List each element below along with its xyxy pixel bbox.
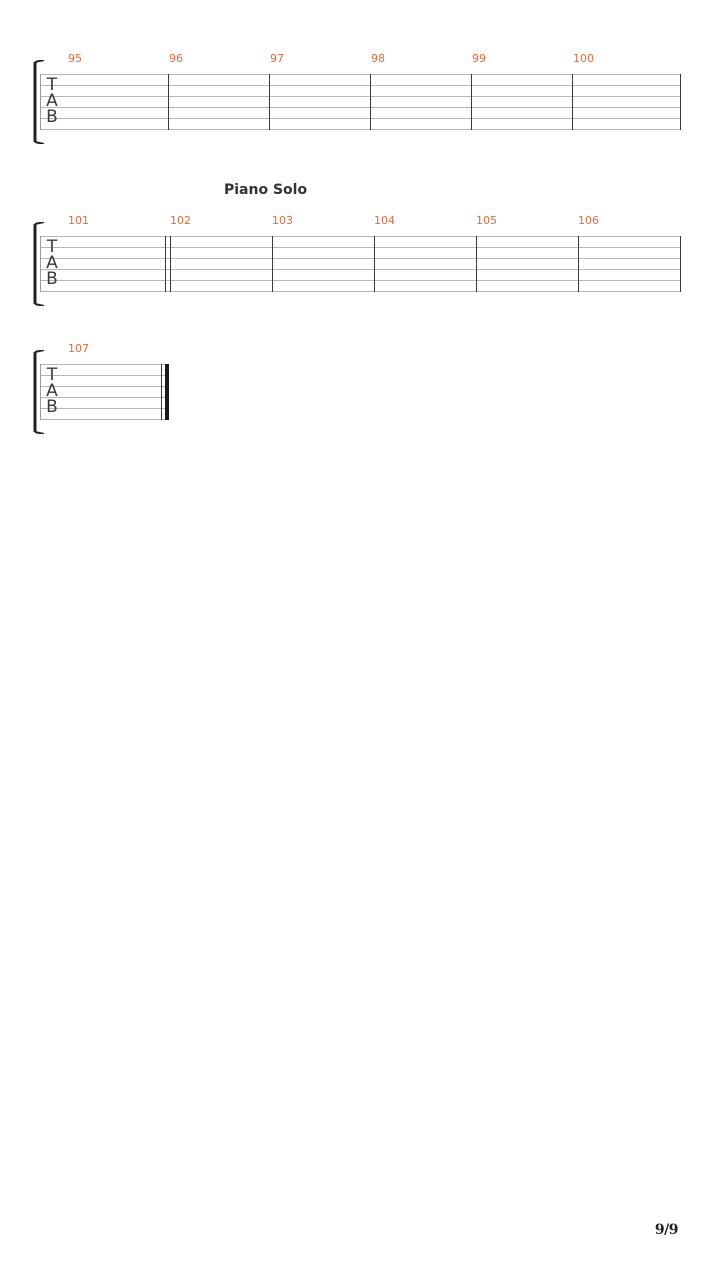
section-label: Piano Solo — [224, 182, 308, 198]
staff-line — [40, 247, 681, 248]
barline — [168, 74, 169, 130]
barline-start — [40, 236, 41, 292]
bar-number: 103 — [272, 214, 293, 227]
bar-number: 96 — [169, 52, 183, 65]
staff-line — [40, 291, 681, 292]
barline-end — [680, 74, 681, 130]
bar-number: 99 — [472, 52, 486, 65]
bar-number: 104 — [374, 214, 395, 227]
staff-line — [40, 386, 168, 387]
tab-clef: T A B — [46, 365, 58, 417]
barline — [578, 236, 579, 292]
staff-line — [40, 280, 681, 281]
bar-number: 102 — [170, 214, 191, 227]
bar-number: 97 — [270, 52, 284, 65]
staff-line — [40, 397, 168, 398]
double-barline — [165, 236, 166, 292]
staff-line — [40, 118, 681, 119]
bar-number: 98 — [371, 52, 385, 65]
bar-number: 101 — [68, 214, 89, 227]
staff-line — [40, 375, 168, 376]
barline — [272, 236, 273, 292]
staff-line — [40, 85, 681, 86]
final-barline-thick — [165, 364, 169, 420]
staff-line — [40, 408, 168, 409]
bar-number: 100 — [573, 52, 594, 65]
double-barline — [170, 236, 171, 292]
staff-line — [40, 364, 168, 365]
barline-start — [40, 364, 41, 420]
barline — [374, 236, 375, 292]
final-barline-thin — [161, 364, 162, 420]
bar-number: 105 — [476, 214, 497, 227]
bar-number: 95 — [68, 52, 82, 65]
staff-line — [40, 258, 681, 259]
system-bracket — [33, 222, 43, 306]
barline-start — [40, 74, 41, 130]
barline — [572, 74, 573, 130]
barline — [269, 74, 270, 130]
barline — [370, 74, 371, 130]
system-bracket — [33, 350, 43, 434]
bar-number: 107 — [68, 342, 89, 355]
system-bracket — [33, 60, 43, 144]
staff-line — [40, 236, 681, 237]
staff-line — [40, 74, 681, 75]
tab-clef: T A B — [46, 75, 58, 127]
barline — [476, 236, 477, 292]
bar-number: 106 — [578, 214, 599, 227]
barline — [471, 74, 472, 130]
barline-end — [680, 236, 681, 292]
staff-line — [40, 129, 681, 130]
staff-line — [40, 269, 681, 270]
tab-clef: T A B — [46, 237, 58, 289]
staff-line — [40, 107, 681, 108]
page-number: 9/9 — [654, 1222, 678, 1238]
staff-line — [40, 419, 168, 420]
staff-line — [40, 96, 681, 97]
